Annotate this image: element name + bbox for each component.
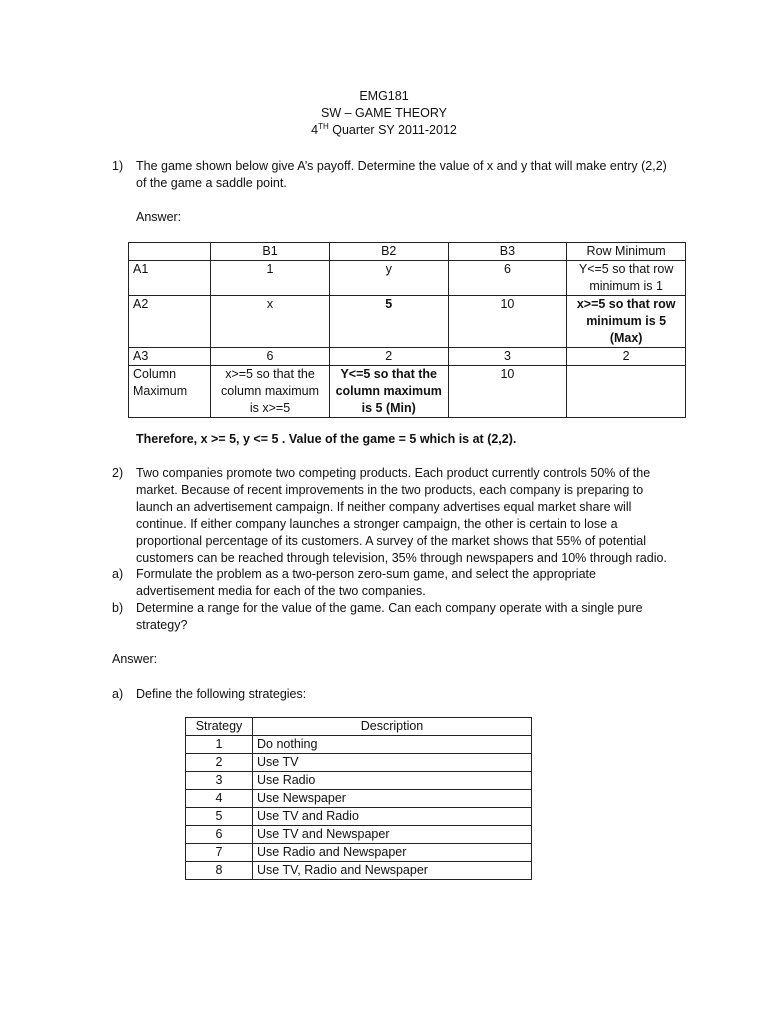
- table-cell: Use Newspaper: [253, 790, 532, 808]
- question-2-answer-label: Answer:: [112, 652, 158, 666]
- table-cell: Use TV and Radio: [253, 808, 532, 826]
- table-row: [129, 261, 686, 296]
- table-cell: [567, 366, 686, 418]
- question-1-number: 1): [112, 159, 124, 173]
- table-cell: 6: [448, 261, 567, 296]
- table-cell: 7: [186, 844, 253, 862]
- table-cell: 3: [186, 772, 253, 790]
- table-header-cell: B2: [329, 243, 448, 261]
- table-row: [186, 736, 532, 754]
- table-cell: 10: [448, 296, 567, 348]
- table-cell: 2: [329, 348, 448, 366]
- table-cell: 6: [211, 348, 330, 366]
- table-cell: Do nothing: [253, 736, 532, 754]
- table-cell: 1: [186, 736, 253, 754]
- quarter-text: Quarter SY 2011-2012: [328, 123, 457, 137]
- table-header-cell: B3: [448, 243, 567, 261]
- table-row: [186, 844, 532, 862]
- strategy-definition: [112, 686, 672, 703]
- question-2a: [112, 566, 672, 600]
- table-cell: x>=5 so that the column maximum is x>=5: [211, 366, 330, 418]
- table-row: [129, 366, 686, 418]
- table-cell: 3: [448, 348, 567, 366]
- table-cell: x>=5 so that row minimum is 5 (Max): [567, 296, 686, 348]
- table-cell: 1: [211, 261, 330, 296]
- table-header-cell: Strategy: [186, 718, 253, 736]
- question-2b: [112, 600, 672, 634]
- question-1-text: The game shown below give A’s payoff. Determine the value of x and y that will make entry (2,2) of the game a saddle point.: [136, 159, 667, 190]
- table-cell: x: [211, 296, 330, 348]
- table-row: [186, 862, 532, 880]
- table-cell: 5: [329, 296, 448, 348]
- strategy-table: [185, 717, 532, 880]
- table-cell: A2: [129, 296, 211, 348]
- question-1-answer-label: Answer:: [136, 210, 182, 224]
- question-2-text: Two companies promote two competing products. Each product currently controls 50% of the market. Because of recent improvements in the two products, each company is preparing to launch an advertisement campaign. If neither company advertises equal market share will continue. If either company launches a stronger campaign, the other is certain to lose a proportional percentage of its customers. A survey of the market shows that 55% of potential customers can be reached through television, 35% through newspapers and 10% through radio.: [136, 466, 667, 565]
- table-cell: Use TV, Radio and Newspaper: [253, 862, 532, 880]
- question-1: [112, 158, 672, 192]
- table-cell: Use Radio: [253, 772, 532, 790]
- table-cell: 5: [186, 808, 253, 826]
- table-cell: A3: [129, 348, 211, 366]
- table-row: [186, 808, 532, 826]
- strategy-definition-number: a): [112, 687, 124, 701]
- table-cell: Use Radio and Newspaper: [253, 844, 532, 862]
- question-2-number: 2): [112, 466, 124, 480]
- quarter-superscript: TH: [318, 121, 329, 131]
- table-row: [129, 296, 686, 348]
- table-row: [186, 826, 532, 844]
- table-row: [129, 348, 686, 366]
- table-cell: Use TV: [253, 754, 532, 772]
- strategy-definition-text: Define the following strategies:: [136, 687, 307, 701]
- table-header-row: [129, 243, 686, 261]
- question-2: [112, 465, 672, 567]
- table-cell: y: [329, 261, 448, 296]
- table-cell: 8: [186, 862, 253, 880]
- table-cell: A1: [129, 261, 211, 296]
- table-cell: Y<=5 so that the column maximum is 5 (Min): [329, 366, 448, 418]
- table-header-cell: Description: [253, 718, 532, 736]
- payoff-table: [128, 242, 686, 418]
- table-header-cell: B1: [211, 243, 330, 261]
- question-2b-number: b): [112, 601, 124, 615]
- document-title: SW – GAME THEORY: [321, 106, 447, 120]
- table-header-row: [186, 718, 532, 736]
- table-cell: 4: [186, 790, 253, 808]
- table-cell: Column Maximum: [129, 366, 211, 418]
- question-1-conclusion: Therefore, x >= 5, y <= 5 . Value of the game = 5 which is at (2,2).: [136, 432, 517, 446]
- document-header: [0, 88, 768, 139]
- question-2b-text: Determine a range for the value of the game. Can each company operate with a single pure strategy?: [136, 601, 643, 632]
- table-cell: 2: [186, 754, 253, 772]
- question-2a-text: Formulate the problem as a two-person zero-sum game, and select the appropriate advertisement media for each of the two companies.: [136, 567, 596, 598]
- question-2a-number: a): [112, 567, 124, 581]
- table-cell: 6: [186, 826, 253, 844]
- quarter-number: 4: [311, 123, 319, 137]
- table-cell: Y<=5 so that row minimum is 1: [567, 261, 686, 296]
- table-row: [186, 790, 532, 808]
- table-row: [186, 772, 532, 790]
- table-cell: 2: [567, 348, 686, 366]
- table-header-cell: [129, 243, 211, 261]
- course-code: EMG181: [359, 89, 409, 103]
- table-cell: 10: [448, 366, 567, 418]
- table-header-cell: Row Minimum: [567, 243, 686, 261]
- quarter-line: [0, 122, 768, 139]
- table-row: [186, 754, 532, 772]
- table-cell: Use TV and Newspaper: [253, 826, 532, 844]
